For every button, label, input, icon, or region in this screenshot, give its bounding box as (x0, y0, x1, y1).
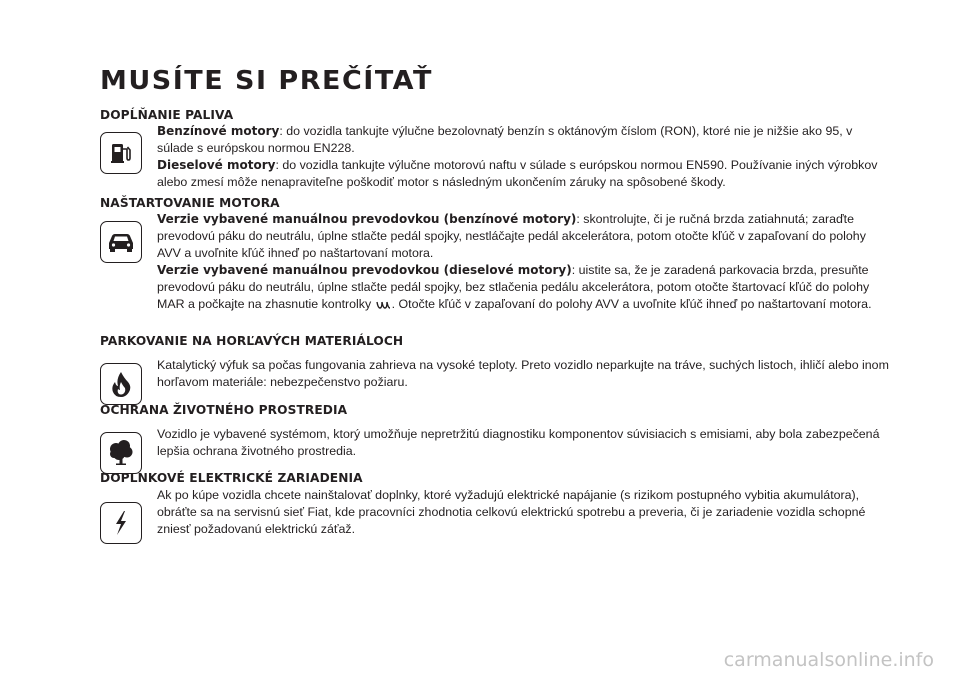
section-text-parking (157, 349, 892, 391)
section-parking (100, 334, 890, 391)
glow-plug-icon (375, 300, 392, 310)
section-heading-environment: OCHRANA ŽIVOTNÉHO PROSTREDIA (100, 403, 348, 417)
fuel-pump-icon (100, 132, 142, 174)
fuel-petrol-label: Benzínové motory (157, 124, 280, 138)
electric-text: Ak po kúpe vozidla chcete nainštalovať doplnky, ktoré vyžadujú elektrické napájanie (s rizikom postupného vybitia akumulátora), obráťte sa na servisnú sieť Fiat, kde pracovníci zhodnotia celkovú elektrickú spotrebu a preveria, či je zariadenie vozidla schopné zniesť požadovanú elektrickú záťaž. (157, 488, 866, 536)
section-text-environment (157, 418, 892, 460)
environment-text: Vozidlo je vybavené systémom, ktorý umožňuje nepretržitú diagnostiku komponentov súvisiacich s emisiami, aby bola zabezpečená lepšia ochrana životného prostredia. (157, 427, 880, 458)
lightning-icon (100, 502, 142, 544)
fuel-diesel-text: : do vozidla tankujte výlučne motorovú naftu v súlade s európskou normou EN590. Používanie iných výrobkov alebo zmesí môže nenapraviteľne poškodiť motor s následným ukončením záruky na spôsobené škody. (157, 158, 878, 189)
flame-icon (100, 363, 142, 405)
fuel-diesel-label: Dieselové motory (157, 158, 276, 172)
parking-text: Katalytický výfuk sa počas fungovania zahrieva na vysoké teploty. Preto vozidlo neparkujte na tráve, suchých listoch, ihličí alebo inom horľavom materiále: nebezpečenstvo požiaru. (157, 358, 889, 389)
section-heading-start: NAŠTARTOVANIE MOTORA (100, 196, 280, 210)
start-diesel-text-b: . Otočte kľúč v zapaľovaní do polohy AVV a uvoľnite kľúč ihneď po naštartovaní motora. (391, 297, 872, 311)
section-heading-electric: DOPLNKOVÉ ELEKTRICKÉ ZARIADENIA (100, 471, 363, 485)
start-diesel-label: Verzie vybavené manuálnou prevodovkou (dieselové motory) (157, 263, 572, 277)
section-start (100, 196, 890, 313)
start-petrol-label: Verzie vybavené manuálnou prevodovkou (benzínové motory) (157, 212, 577, 226)
start-diesel-text-a: : uistite sa, že je zaradená parkovacia brzda, presuňte prevodovú páku do neutrálu, úplne stlačte pedál spojky, bez stlačenia pedálu akcelerátora, potom otočte štartovací kľúč do polohy MAR a počkajte na zhasnutie kontrolky (157, 263, 870, 311)
car-icon (100, 221, 142, 263)
section-environment (100, 403, 890, 460)
section-text-electric (157, 486, 892, 538)
section-heading-fuel: DOPĹŇANIE PALIVA (100, 108, 234, 122)
section-heading-parking: PARKOVANIE NA HORĽAVÝCH MATERIÁLOCH (100, 334, 404, 348)
start-petrol-text: : skontrolujte, či je ručná brzda zatiahnutá; zaraďte prevodovú páku do neutrálu, úplne stlačte pedál spojky, nestláčajte pedál akcelerátora, potom otočte kľúč v zapaľovaní do polohy AVV a uvoľnite kľúč ihneď po naštartovaní motora. (157, 212, 866, 260)
section-fuel (100, 108, 890, 191)
tree-icon (100, 432, 142, 474)
section-text-start (157, 211, 892, 313)
page-title: MUSÍTE SI PREČÍTAŤ (100, 66, 433, 96)
watermark: carmanualsonline.info (723, 649, 934, 671)
fuel-petrol-text: : do vozidla tankujte výlučne bezolovnatý benzín s oktánovým číslom (RON), ktoré nie je nižšie ako 95, v súlade s európskou normou EN228. (157, 124, 853, 155)
section-text-fuel (157, 123, 892, 191)
section-electric (100, 471, 890, 538)
